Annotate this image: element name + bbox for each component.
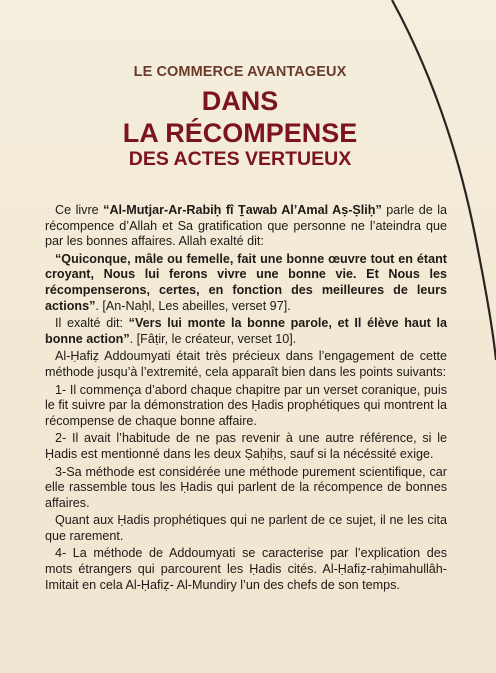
header-title-line-2: LA RÉCOMPENSE bbox=[122, 118, 358, 148]
verse-quote-1: “Quiconque, mâle ou femelle, fait une bonne œuvre tout en étant croyant, Nous lui ferons vivre une bonne vie. Et Nous les récompenserons, certes, en fonction des meilleures de leurs actions” bbox=[45, 251, 447, 313]
paragraph-point-3: 3-Sa méthode est considérée une méthode purement scientifique, car elle rassemble tous les Ḥadis qui parlent de la récompence de bonnes affaires. bbox=[45, 464, 447, 510]
verse-ref-2: . [Fâṭir, le créateur, verset 10]. bbox=[129, 331, 297, 346]
verse-intro-2: Il exalté dit: bbox=[55, 316, 129, 331]
paragraph-point-2: 2- Il avait l’habitude de ne pas revenir à une autre référence, si le Ḥadis est mentionné dans les deux Ṣaḥiḥs, sauf si la nécéssité exige. bbox=[45, 431, 447, 461]
paragraph-point-1: 1- Il commença d’abord chaque chapitre par un verset coranique, puis le fit suivre par la démonstration des Ḥadis prophétiques qui montrent la récompense de chaque bonne affaire. bbox=[45, 382, 447, 428]
book-title: “Al-Mutjar-Ar-Rabiḥ fî Ṯawab Al’Amal Aṣ-Ṣliḥ” bbox=[103, 203, 382, 217]
header-title-line-3: DES ACTES VERTUEUX bbox=[128, 148, 352, 170]
verse-quote-2: “Vers lui monte la bonne parole, et Il élève haut la bonne action” bbox=[45, 316, 447, 346]
intro-text-cont: parle de la récompence d’Allah et Sa gratification que personne ne l’ateindra que par les bonnes affaires. Allah exalté dit: bbox=[45, 203, 448, 249]
paragraph-point-4: 4- La méthode de Addoumyati se caracterise par l’explication des mots étrangers qui parcourent les Ḥadis cités. Al-Ḥafiẓ-raḥimahullâh-Imitait en cela Al-Ḥafiẓ- Al-Mundiry l’un des chefs de son temps. bbox=[45, 546, 447, 592]
header-title-line-1: DANS bbox=[201, 86, 279, 116]
verse-ref-1: . [An-Naḥl, Les abeilles, verset 97]. bbox=[95, 298, 291, 313]
paragraph-intro bbox=[45, 203, 447, 250]
paragraph-note: Quant aux Ḥadis prophétiques qui ne parlent de ce sujet, il ne les cita que rarement. bbox=[45, 513, 447, 543]
paragraph-verse-2 bbox=[45, 316, 447, 347]
paragraph-method: Al-Ḥafiẓ Addoumyati était très précieux dans l’engagement de cette méthode jusqu’à l’extremité, cela apparaît bien dans les points suivants: bbox=[45, 349, 447, 379]
body-text bbox=[45, 203, 447, 595]
header-subtitle: LE COMMERCE AVANTAGEUX bbox=[133, 64, 347, 80]
intro-text: Ce livre bbox=[55, 203, 104, 217]
paragraph-verse-1 bbox=[45, 252, 447, 314]
